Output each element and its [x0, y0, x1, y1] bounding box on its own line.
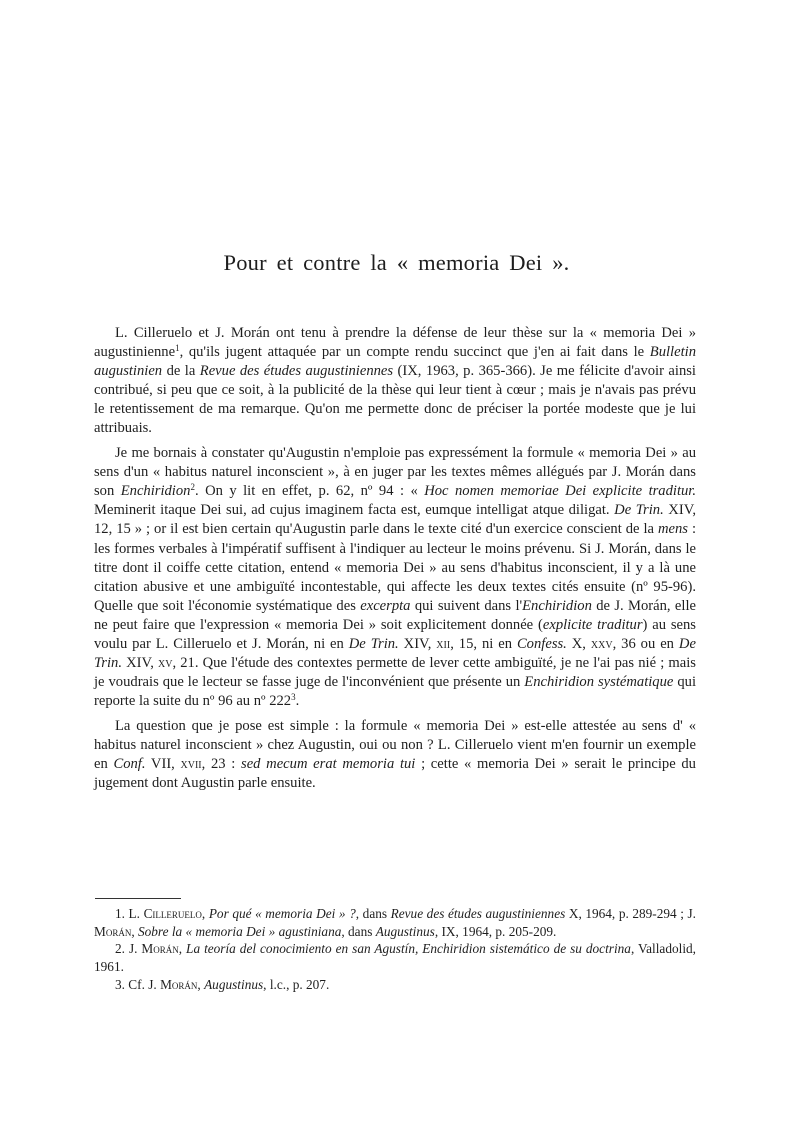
text-run: qui suivent dans l' [410, 597, 523, 614]
text-run: , 23 : [201, 756, 242, 773]
text-run: Morán [141, 941, 179, 957]
text-run: , dans [341, 923, 376, 939]
text-run: . On y lit en effet, p. 62, nº 94 : « [194, 483, 425, 500]
text-run: xxv [590, 635, 613, 652]
text-run: , [178, 941, 187, 957]
footnote-ref: 3 [291, 691, 296, 702]
text-run: Enchiridion systématique [524, 673, 674, 690]
text-run: explicite traditur [542, 616, 643, 633]
text-run: , 15, ni en [450, 635, 517, 652]
text-run: X, 1964, p. 289-294 ; J. [565, 906, 697, 921]
text-run: (IX, 1963, p. 365-366). Je me félicite d'avoir ainsi contribué, si peu que ce soit, à la publicité de la thèse qui leur tient à cœur ; mais je n'avais pas prévu le retentissement de ma remarque. Qu'on me permette donc de préciser la portée modeste que je lui attribuais. [94, 363, 696, 437]
text-run: X, [566, 635, 591, 652]
text-run: Meminerit itaque Dei sui, ad cujus imaginem facta est, eumque intelligat atque diligat. [94, 502, 615, 519]
article-title: Pour et contre la « memoria Dei ». [223, 250, 570, 275]
text-run: . [295, 692, 300, 709]
text-run: Je me bornais à constater qu'Augustin n'emploie pas expressément la formule « memoria Dei » au sens d'un « habitus naturel inconscient », à en juger par les textes mêmes allégués par J. Morán dans son [94, 445, 696, 500]
text-run: , qu'ils jugent attaquée par un compte rendu succinct que j'en ai fait dans le [179, 344, 650, 361]
paragraph-2 [94, 444, 696, 711]
text-run: XIV, [122, 654, 158, 671]
paragraph-1 [94, 324, 696, 438]
text-run: La question que je pose est simple : la formule « memoria Dei » est-elle attestée au sens d' « habitus naturel inconscient » chez Augustin, oui ou non ? L. Cilleruelo vient m'en fournir un exemple en [94, 717, 696, 773]
text-run: Revue des études augustiniennes [199, 363, 394, 380]
text-run: xii [436, 635, 451, 652]
footnote-ref: 1 [175, 343, 180, 354]
text-run: XIV, 12, 15 » ; or il est bien certain qu'Augustin parle dans le texte cité d'un exercice conscient de la [94, 502, 697, 538]
text-run: , 21. Que l'étude des contextes permette de lever cette ambiguïté, je ne l'ai pas nié ; mais je voudrais que le lecteur se fasse juge de l'inconvénient que présente un [94, 654, 696, 690]
text-run: De Trin. [348, 635, 399, 652]
text-run: Sobre la « memoria Dei » agustiniana [137, 923, 342, 939]
text-run: Hoc nomen memoriae Dei explicite traditur. [424, 483, 697, 500]
text-run: Bulletin augustinien [94, 344, 696, 380]
text-run: mens [657, 521, 688, 538]
text-run: , Valladolid, 1961. [94, 941, 696, 975]
text-run: , [131, 923, 138, 939]
footnote-1 [94, 905, 696, 940]
text-run: Confess. [516, 635, 567, 652]
footnotes [94, 905, 696, 994]
text-run: XIV, [398, 635, 437, 652]
text-run: de la [162, 363, 200, 380]
text-run: xv [158, 654, 173, 671]
text-run: sed mecum erat memoria tui [241, 756, 416, 773]
text-run: Enchiridion [522, 597, 592, 614]
text-run: Morán [160, 976, 198, 992]
text-run: , dans [355, 906, 391, 921]
text-run: De Trin. [614, 502, 664, 519]
text-run: ; cette « memoria Dei » serait le principe du jugement dont Augustin parle ensuite. [94, 756, 696, 792]
text-run: De Trin. [94, 635, 696, 671]
text-run: , IX, 1964, p. 205-209. [434, 923, 557, 939]
footnote-3 [94, 976, 696, 994]
text-run: La teoría del conocimiento en san Agustín, Enchiridion sistemático de su doctrina [186, 941, 631, 957]
footnote-2 [94, 940, 696, 975]
text-run: Augustinus [375, 923, 435, 939]
text-run: , [201, 906, 209, 921]
article-body [94, 324, 696, 793]
text-run: , 36 ou en [612, 635, 679, 652]
text-run: Cilleruelo [143, 906, 202, 921]
paragraph-3 [94, 717, 696, 793]
footnote-separator [95, 898, 181, 899]
footnote-ref: 2 [190, 482, 195, 493]
text-run: Conf. [113, 756, 146, 773]
text-run: : les formes verbales à l'impératif suffisent à l'indiquer au lecteur le moins prévenu. Si J. Morán, dans le titre dont il coiffe cette citation, entend « memoria Dei » au sens d'habitus inconscient, il y a là une citation abusive et une ambiguïté incontestable, qui affecte les deux textes cités ensuite (nº 95-96). Quelle que soit l'économie systématique des [94, 521, 697, 614]
text-run: excerpta [360, 597, 411, 614]
text-run: de J. Morán, elle ne peut faire que l'expression « memoria Dei » soit explicitement donnée ( [94, 597, 696, 633]
text-run: 1. L. [115, 906, 144, 921]
text-run: Enchiridion [120, 483, 191, 500]
text-run: ) au sens voulu par L. Cilleruelo et J. Morán, ni en [94, 616, 696, 652]
text-run: , [197, 976, 205, 992]
text-run: qui reporte la suite du nº 96 au nº 222 [94, 673, 696, 709]
text-run: xvii [180, 756, 202, 773]
text-run: VII, [145, 756, 181, 773]
text-run: 2. J. [115, 941, 142, 957]
text-run: L. Cilleruelo et J. Morán ont tenu à prendre la défense de leur thèse sur la « memoria Dei » augustinienne [94, 325, 696, 361]
text-run: Revue des études augustiniennes [390, 906, 566, 921]
text-run: Augustinus [204, 976, 264, 992]
text-run: Por qué « memoria Dei » ? [208, 906, 356, 921]
text-run: , l.c., p. 207. [263, 976, 330, 992]
text-run: 3. Cf. J. [115, 976, 161, 992]
text-run: Morán [94, 923, 132, 939]
